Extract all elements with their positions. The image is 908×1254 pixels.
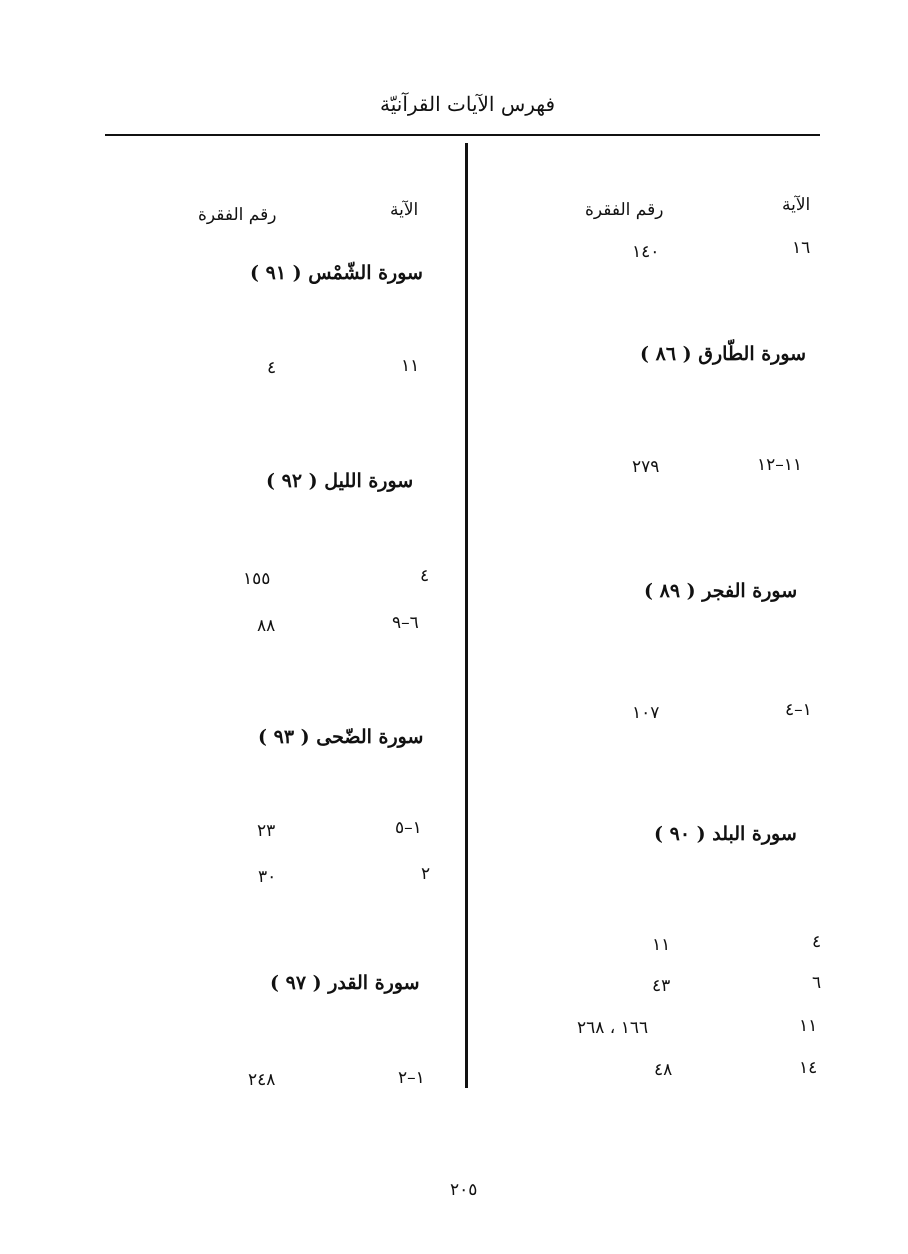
surah-heading: سورة البلد ( ٩٠ ) — [654, 823, 797, 845]
list-item-verse: ١٦ — [792, 238, 811, 258]
list-item-verse: ١٤ — [799, 1058, 818, 1078]
list-item-verse: ٢ — [421, 864, 431, 884]
list-item-verse: ١١ — [401, 356, 420, 376]
list-item-paragraph: ٨٨ — [257, 616, 276, 636]
header-rule — [105, 134, 820, 136]
surah-heading: سورة الليل ( ٩٢ ) — [266, 470, 414, 492]
left-column-paragraph-header: رقم الفقرة — [198, 205, 277, 225]
list-item-verse: ١–٤ — [785, 700, 812, 720]
list-item-verse: ٤ — [812, 932, 822, 952]
list-item-paragraph: ٢٣ — [257, 821, 276, 841]
list-item-verse: ٦–٩ — [392, 613, 419, 633]
page-title: فهرس الآيات القرآنيّة — [380, 92, 556, 116]
list-item-verse: ١١–١٢ — [757, 455, 803, 475]
list-item-verse: ١–٥ — [395, 818, 422, 838]
page-number: ٢٠٥ — [450, 1180, 478, 1200]
left-column-verse-header: الآية — [390, 200, 419, 220]
list-item-paragraph: ٤٨ — [654, 1060, 673, 1080]
list-item-paragraph: ٢٧٩ — [632, 457, 660, 477]
surah-heading: سورة الشّمْس ( ٩١ ) — [250, 262, 423, 284]
surah-heading: سورة الضّحى ( ٩٣ ) — [258, 726, 424, 748]
surah-heading: سورة الطّارق ( ٨٦ ) — [640, 343, 807, 365]
list-item-paragraph: ٣٠ — [258, 867, 277, 887]
surah-heading: سورة الفجر ( ٨٩ ) — [644, 580, 798, 602]
list-item-paragraph: ١١ — [652, 935, 671, 955]
list-item-paragraph: ٤ — [267, 358, 277, 378]
list-item-paragraph: ١٥٥ — [243, 569, 271, 589]
right-column-paragraph-header: رقم الفقرة — [585, 200, 664, 220]
list-item-verse: ٤ — [420, 566, 430, 586]
list-item-paragraph: ١٤٠ — [632, 242, 660, 262]
list-item-paragraph: ٤٣ — [652, 976, 671, 996]
column-divider — [465, 143, 468, 1088]
surah-heading: سورة القدر ( ٩٧ ) — [270, 972, 420, 994]
list-item-paragraph: ٢٤٨ — [248, 1070, 276, 1090]
list-item-verse: ٦ — [812, 973, 822, 993]
right-column-verse-header: الآية — [782, 195, 811, 215]
list-item-paragraph: ١٠٧ — [632, 703, 660, 723]
list-item-paragraph: ١٦٦ ، ٢٦٨ — [577, 1018, 649, 1038]
list-item-verse: ١١ — [799, 1016, 818, 1036]
list-item-verse: ١–٢ — [398, 1068, 425, 1088]
